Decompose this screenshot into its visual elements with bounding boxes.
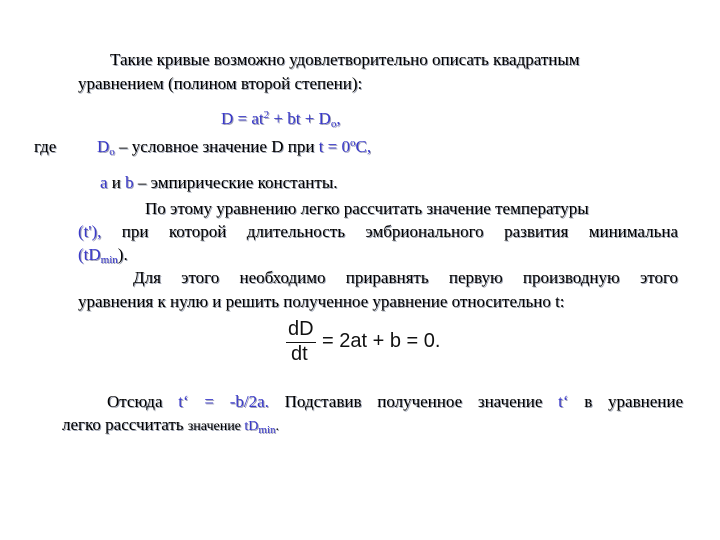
tdmin-subscript: min: [100, 254, 118, 266]
text-span: = 2at + b = 0.: [322, 330, 441, 352]
tdmin-symbol: tD: [244, 419, 259, 434]
paragraph4-line2: [62, 415, 279, 437]
derivative-denominator: [291, 343, 308, 366]
degree-mark: o: [350, 137, 356, 149]
text-span: Подставив полученное значение: [268, 392, 559, 411]
text-span: dD: [288, 318, 314, 340]
paragraph2-line1: [145, 199, 589, 219]
where-line: [34, 137, 56, 157]
where-definition: [97, 137, 371, 157]
paragraph1-line2: [78, 74, 362, 94]
t-equals: t = 0: [318, 137, 350, 156]
formula-exponent: 2: [263, 109, 270, 121]
formula-lhs: D = at: [221, 109, 264, 128]
text-span: Такие кривые возможно удовлетворительно описать квадратным: [110, 50, 580, 69]
where-text: – условное значение D при: [114, 137, 319, 156]
t-prime-symbol: t‘: [558, 392, 569, 411]
derivative-rhs: [322, 330, 440, 353]
paragraph3-line2: [78, 292, 565, 312]
text-span: dt: [291, 343, 308, 365]
const-rest: – эмпирические константы.: [133, 173, 338, 192]
text-span: в уравнение: [568, 392, 684, 411]
text-span: уравнения к нулю и решить полученное уравнение относительно t:: [78, 292, 565, 311]
tdmin-symbol: (tD: [78, 245, 101, 264]
formula-mid: + bt + D: [269, 109, 331, 128]
d0-symbol: D: [97, 137, 110, 156]
text-span: легко рассчитать: [62, 415, 188, 434]
paragraph2-line2: [78, 222, 678, 242]
text-span: ).: [117, 245, 128, 264]
paragraph4-line1: [107, 392, 683, 412]
const-a: a: [100, 173, 108, 192]
t-prime-formula: t‘ = -b/2a.: [178, 392, 269, 411]
text-span-small: .: [275, 419, 280, 434]
formula-end: ,: [336, 109, 341, 128]
text-span: По этому уравнению легко рассчитать значение температуры: [145, 199, 589, 218]
t-prime: (t'),: [78, 222, 102, 241]
text-span: Для этого необходимо приравнять первую производную этого: [133, 268, 678, 287]
text-span: уравнением (полином второй степени):: [78, 74, 363, 93]
paragraph2-line3: [78, 245, 128, 265]
paragraph3-line1: [133, 268, 678, 288]
tdmin-subscript: min: [258, 424, 276, 436]
d0-subscript: o: [109, 146, 115, 158]
derivative-numerator: [288, 318, 314, 341]
const-and: и: [107, 173, 126, 192]
text-span: при которой длительность эмбрионального развития минимальна: [101, 222, 678, 241]
text-span: Отсюда: [107, 392, 179, 411]
const-b: b: [125, 173, 134, 192]
text-span-small: значение: [187, 419, 245, 434]
formula-quadratic: [221, 109, 341, 129]
constants-line: [100, 173, 338, 193]
celsius: С,: [355, 137, 372, 156]
paragraph1-line1: [110, 50, 580, 70]
where-word: где: [34, 137, 57, 156]
formula-subscript: o: [330, 118, 337, 130]
